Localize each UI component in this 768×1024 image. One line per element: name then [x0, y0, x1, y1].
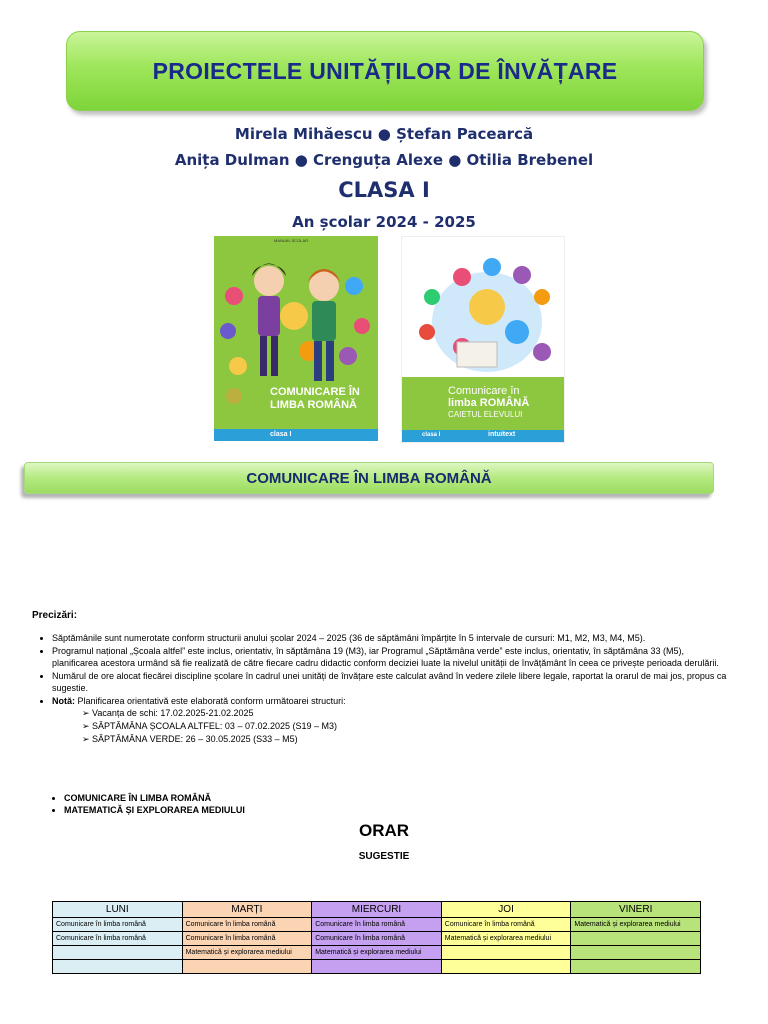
orar-table [52, 901, 701, 974]
subject-item: • MATEMATICĂ ȘI EXPLORAREA MEDIULUI [64, 804, 245, 816]
header-joi: JOI [441, 902, 571, 918]
table-row [53, 946, 701, 960]
note-item-nota [52, 695, 732, 745]
book1-top-label: MANUAL ȘCOLAR [274, 238, 309, 243]
table-cell [182, 960, 312, 974]
book-cover-workbook [401, 236, 565, 443]
table-cell [53, 960, 183, 974]
table-cell: Comunicare în limba română [53, 932, 183, 946]
note-item: • Săptămânile sunt numerotate conform structurii anului școlar 2024 – 2025 (36 de săptămâni împărțite în 5 intervale de cursuri: M1, M2, M3, M4, M5). [52, 632, 732, 644]
table-cell [441, 946, 571, 960]
table-cell: Matematică și explorarea mediului [571, 918, 701, 932]
subject-item: • COMUNICARE ÎN LIMBA ROMÂNĂ [64, 792, 245, 804]
table-cell: Comunicare în limba română [182, 932, 312, 946]
book1-title-1: COMUNICARE ÎN [270, 386, 360, 398]
page-title: PROIECTELE UNITĂȚILOR DE ÎNVĂȚARE [152, 57, 618, 84]
table-cell [571, 960, 701, 974]
table-cell: Comunicare în limba română [312, 918, 442, 932]
orar-subtitle: SUGESTIE [358, 851, 410, 862]
table-cell: Comunicare în limba română [182, 918, 312, 932]
table-cell: Comunicare în limba română [312, 932, 442, 946]
sub-item: ➢ Vacanța de schi: 17.02.2025-21.02.2025 [82, 707, 732, 719]
table-cell [571, 932, 701, 946]
book2-title-1: Comunicare în [448, 385, 520, 397]
title-banner [66, 31, 704, 111]
precizari-title: Precizări: [32, 610, 78, 621]
book1-title-2: LIMBA ROMÂNĂ [270, 399, 357, 411]
table-cell: Matematică și explorarea mediului [441, 932, 571, 946]
precizari-notes [32, 632, 732, 746]
table-cell: Matematică și explorarea mediului [312, 946, 442, 960]
class-label: CLASA I [338, 178, 430, 202]
book-cover-manual [214, 236, 378, 441]
school-year: An școlar 2024 - 2025 [292, 213, 476, 231]
authors-line-2: Anița Dulman ● Crenguța Alexe ● Otilia Brebenel [174, 151, 594, 169]
header-marti: MARȚI [182, 902, 312, 918]
table-cell [53, 946, 183, 960]
note-item: • Numărul de ore alocat fiecărei discipline școlare în cadrul unei unități de învățare este calculat având în vedere zilele libere legale, raportat la orarul de mai jos, propus ca sugestie. [52, 670, 732, 694]
authors-line-1: Mirela Mihăescu ● Ștefan Pacearcă [234, 125, 534, 143]
table-cell [312, 960, 442, 974]
table-cell: Comunicare în limba română [53, 918, 183, 932]
table-row [53, 918, 701, 932]
table-cell [441, 960, 571, 974]
table-row [53, 960, 701, 974]
orar-title: ORAR [358, 821, 410, 840]
book2-class: clasa I [422, 432, 441, 438]
note-item: • Programul național „Școala altfel” este inclus, orientativ, în săptămâna 19 (M3), iar Programul „Săptămâna verde” este inclus, orientativ, în săptămâna 33 (M5), planificarea acestora urmând să fie realizată de către fiecare cadru didactic conform deciziei luate la nivelul unității de învățământ în ceea ce privește perioada derulării. [52, 645, 732, 669]
sub-item: ➢ SĂPTĂMÂNA VERDE: 26 – 30.05.2025 (S33 – M5) [82, 733, 732, 745]
table-cell: Comunicare în limba română [441, 918, 571, 932]
sub-item: ➢ SĂPTĂMÂNA ȘCOALA ALTFEL: 03 – 07.02.2025 (S19 – M3) [82, 720, 732, 732]
table-cell [571, 946, 701, 960]
subject-banner [24, 462, 714, 494]
table-row [53, 932, 701, 946]
book2-title-2: limba ROMÂNĂ [448, 397, 530, 409]
book2-subtitle: CAIETUL ELEVULUI [448, 410, 523, 419]
header-miercuri: MIERCURI [312, 902, 442, 918]
header-vineri: VINERI [571, 902, 701, 918]
table-cell: Matematică și explorarea mediului [182, 946, 312, 960]
subjects-list [48, 792, 245, 816]
nota-text: Planificarea orientativă este elaborată conform următoarei structuri: [75, 696, 346, 706]
nota-label: Notă: [52, 696, 75, 706]
book1-class: clasa I [270, 431, 292, 438]
table-header-row [53, 902, 701, 918]
book2-publisher: intuitext [488, 431, 516, 438]
subject-title: COMUNICARE ÎN LIMBA ROMÂNĂ [246, 469, 492, 487]
header-luni: LUNI [53, 902, 183, 918]
